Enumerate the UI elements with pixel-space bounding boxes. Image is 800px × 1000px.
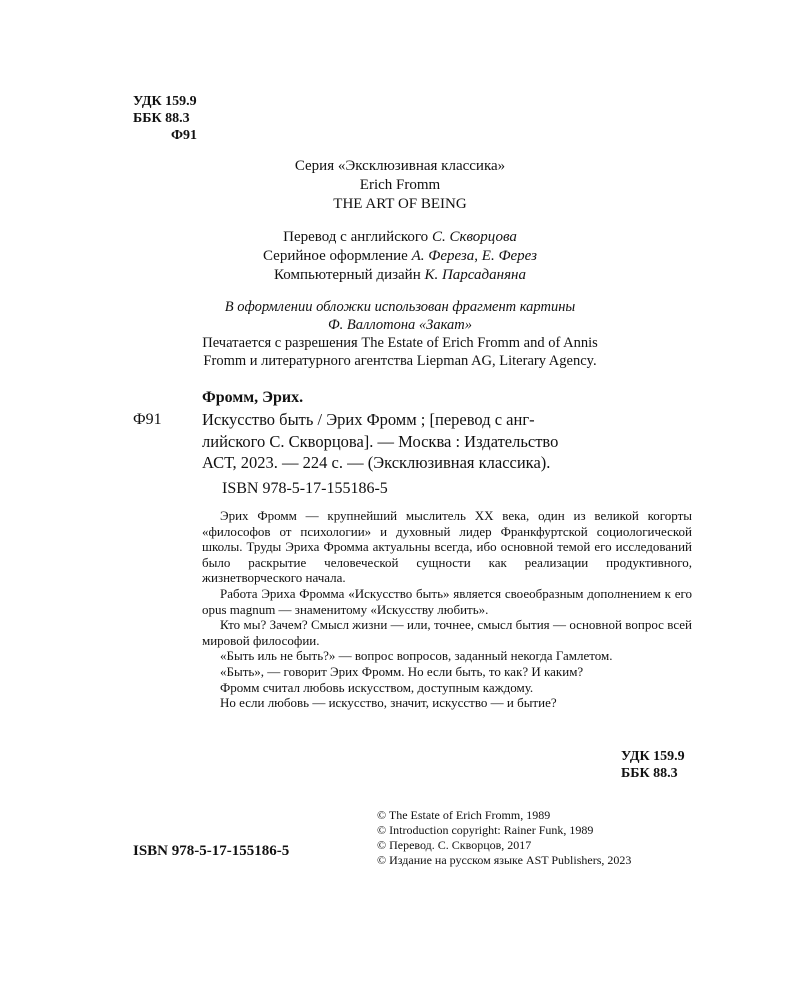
abstract-paragraph: Но если любовь — искусство, значит, искусство — и бытие? [220, 695, 557, 711]
abstract-bbk: ББК 88.3 [621, 766, 678, 781]
design-label: Серийное оформление [262, 248, 408, 264]
cover-note-line-1: В оформлении обложки использован фрагмент картины [224, 299, 576, 315]
copyright-line: © Introduction copyright: Rainer Funk, 1989 [377, 823, 594, 837]
bib-description [202, 409, 690, 474]
series-block [130, 157, 670, 214]
udk-code: УДК 159.9 [133, 94, 197, 109]
abstract-paragraph: Работа Эриха Фромма «Искусство быть» является своеобразным дополнением к его opus magnum — знаменитому «Искусству любить». [202, 585, 692, 617]
bib-line-1: Искусство быть / Эрих Фромм ; [перевод с анг- [202, 410, 535, 429]
bib-author: Фромм, Эрих. [202, 389, 304, 406]
series-line: Серия «Эксклюзивная классика» [294, 158, 506, 174]
bib-author-mark: Ф91 [133, 411, 162, 428]
permission-line-1: Печатается с разрешения The Estate of Erich Fromm and of Annis [202, 335, 598, 351]
bib-line-3: АСТ, 2023. — 224 с. — (Эксклюзивная классика). [202, 453, 551, 472]
permission-line-2: Fromm и литературного агентства Liepman AG, Literary Agency. [203, 353, 597, 369]
classification-codes [133, 93, 197, 144]
computer-design-credit [130, 266, 670, 285]
abstract-paragraph: Кто мы? Зачем? Смысл жизни — или, точнее, смысл бытия — основной вопрос всей мировой философии. [202, 617, 692, 648]
abstract-paragraph: Фромм считал любовь искусством, доступным каждому. [220, 679, 534, 695]
copyright-line: © Издание на русском языке AST Publishers, 2023 [377, 853, 632, 867]
abstract-paragraph: Эрих Фромм — крупнейший мыслитель XX века, один из великой когорты «философов от психологии» и духовный лидер Франкфуртской социологической школы. Труды Эриха Фромма актуальны всегда, ибо основной темой его исследований было раскрытие человеческой сущности как реализации продуктивного, жизнетворческого начала. [202, 508, 692, 586]
computer-design-label: Компьютерный дизайн [274, 267, 421, 283]
copyright-line: © The Estate of Erich Fromm, 1989 [377, 808, 551, 822]
translation-label: Перевод с английского [283, 229, 429, 245]
series-design-credit: Серийное оформление А. Фереза, Е. Ферез [262, 248, 537, 264]
isbn-main: ISBN 978-5-17-155186-5 [133, 843, 290, 859]
copyright-block [377, 808, 631, 868]
cover-note [130, 298, 670, 370]
original-title: THE ART OF BEING [333, 196, 467, 212]
bbk-code: ББК 88.3 [133, 111, 190, 126]
credits-block [130, 228, 670, 285]
author-mark: Ф91 [171, 128, 198, 143]
abstract-codes [621, 748, 685, 782]
translation-credit [130, 228, 670, 247]
designer-name-2: Е. Ферез [481, 248, 537, 264]
abstract-paragraph: «Быть иль не быть?» — вопрос вопросов, заданный некогда Гамлетом. [220, 648, 613, 664]
bib-isbn: ISBN 978-5-17-155186-5 [222, 480, 388, 497]
abstract-udk: УДК 159.9 [621, 749, 685, 764]
abstract-paragraph: «Быть», — говорит Эрих Фромм. Но если быть, то как? И каким? [220, 663, 584, 679]
translator-name: С. Скворцова [431, 229, 517, 245]
bib-line-2: лийского С. Скворцова]. — Москва : Издательство [202, 431, 559, 451]
designer-name-1: А. Фереза [411, 248, 475, 264]
computer-designer-name: К. Парсаданяна [424, 267, 526, 283]
original-author: Erich Fromm [359, 177, 441, 193]
cover-note-line-2: Ф. Валлотона «Закат» [328, 317, 472, 333]
abstract [202, 508, 692, 711]
copyright-line: © Перевод. С. Скворцов, 2017 [377, 838, 532, 852]
